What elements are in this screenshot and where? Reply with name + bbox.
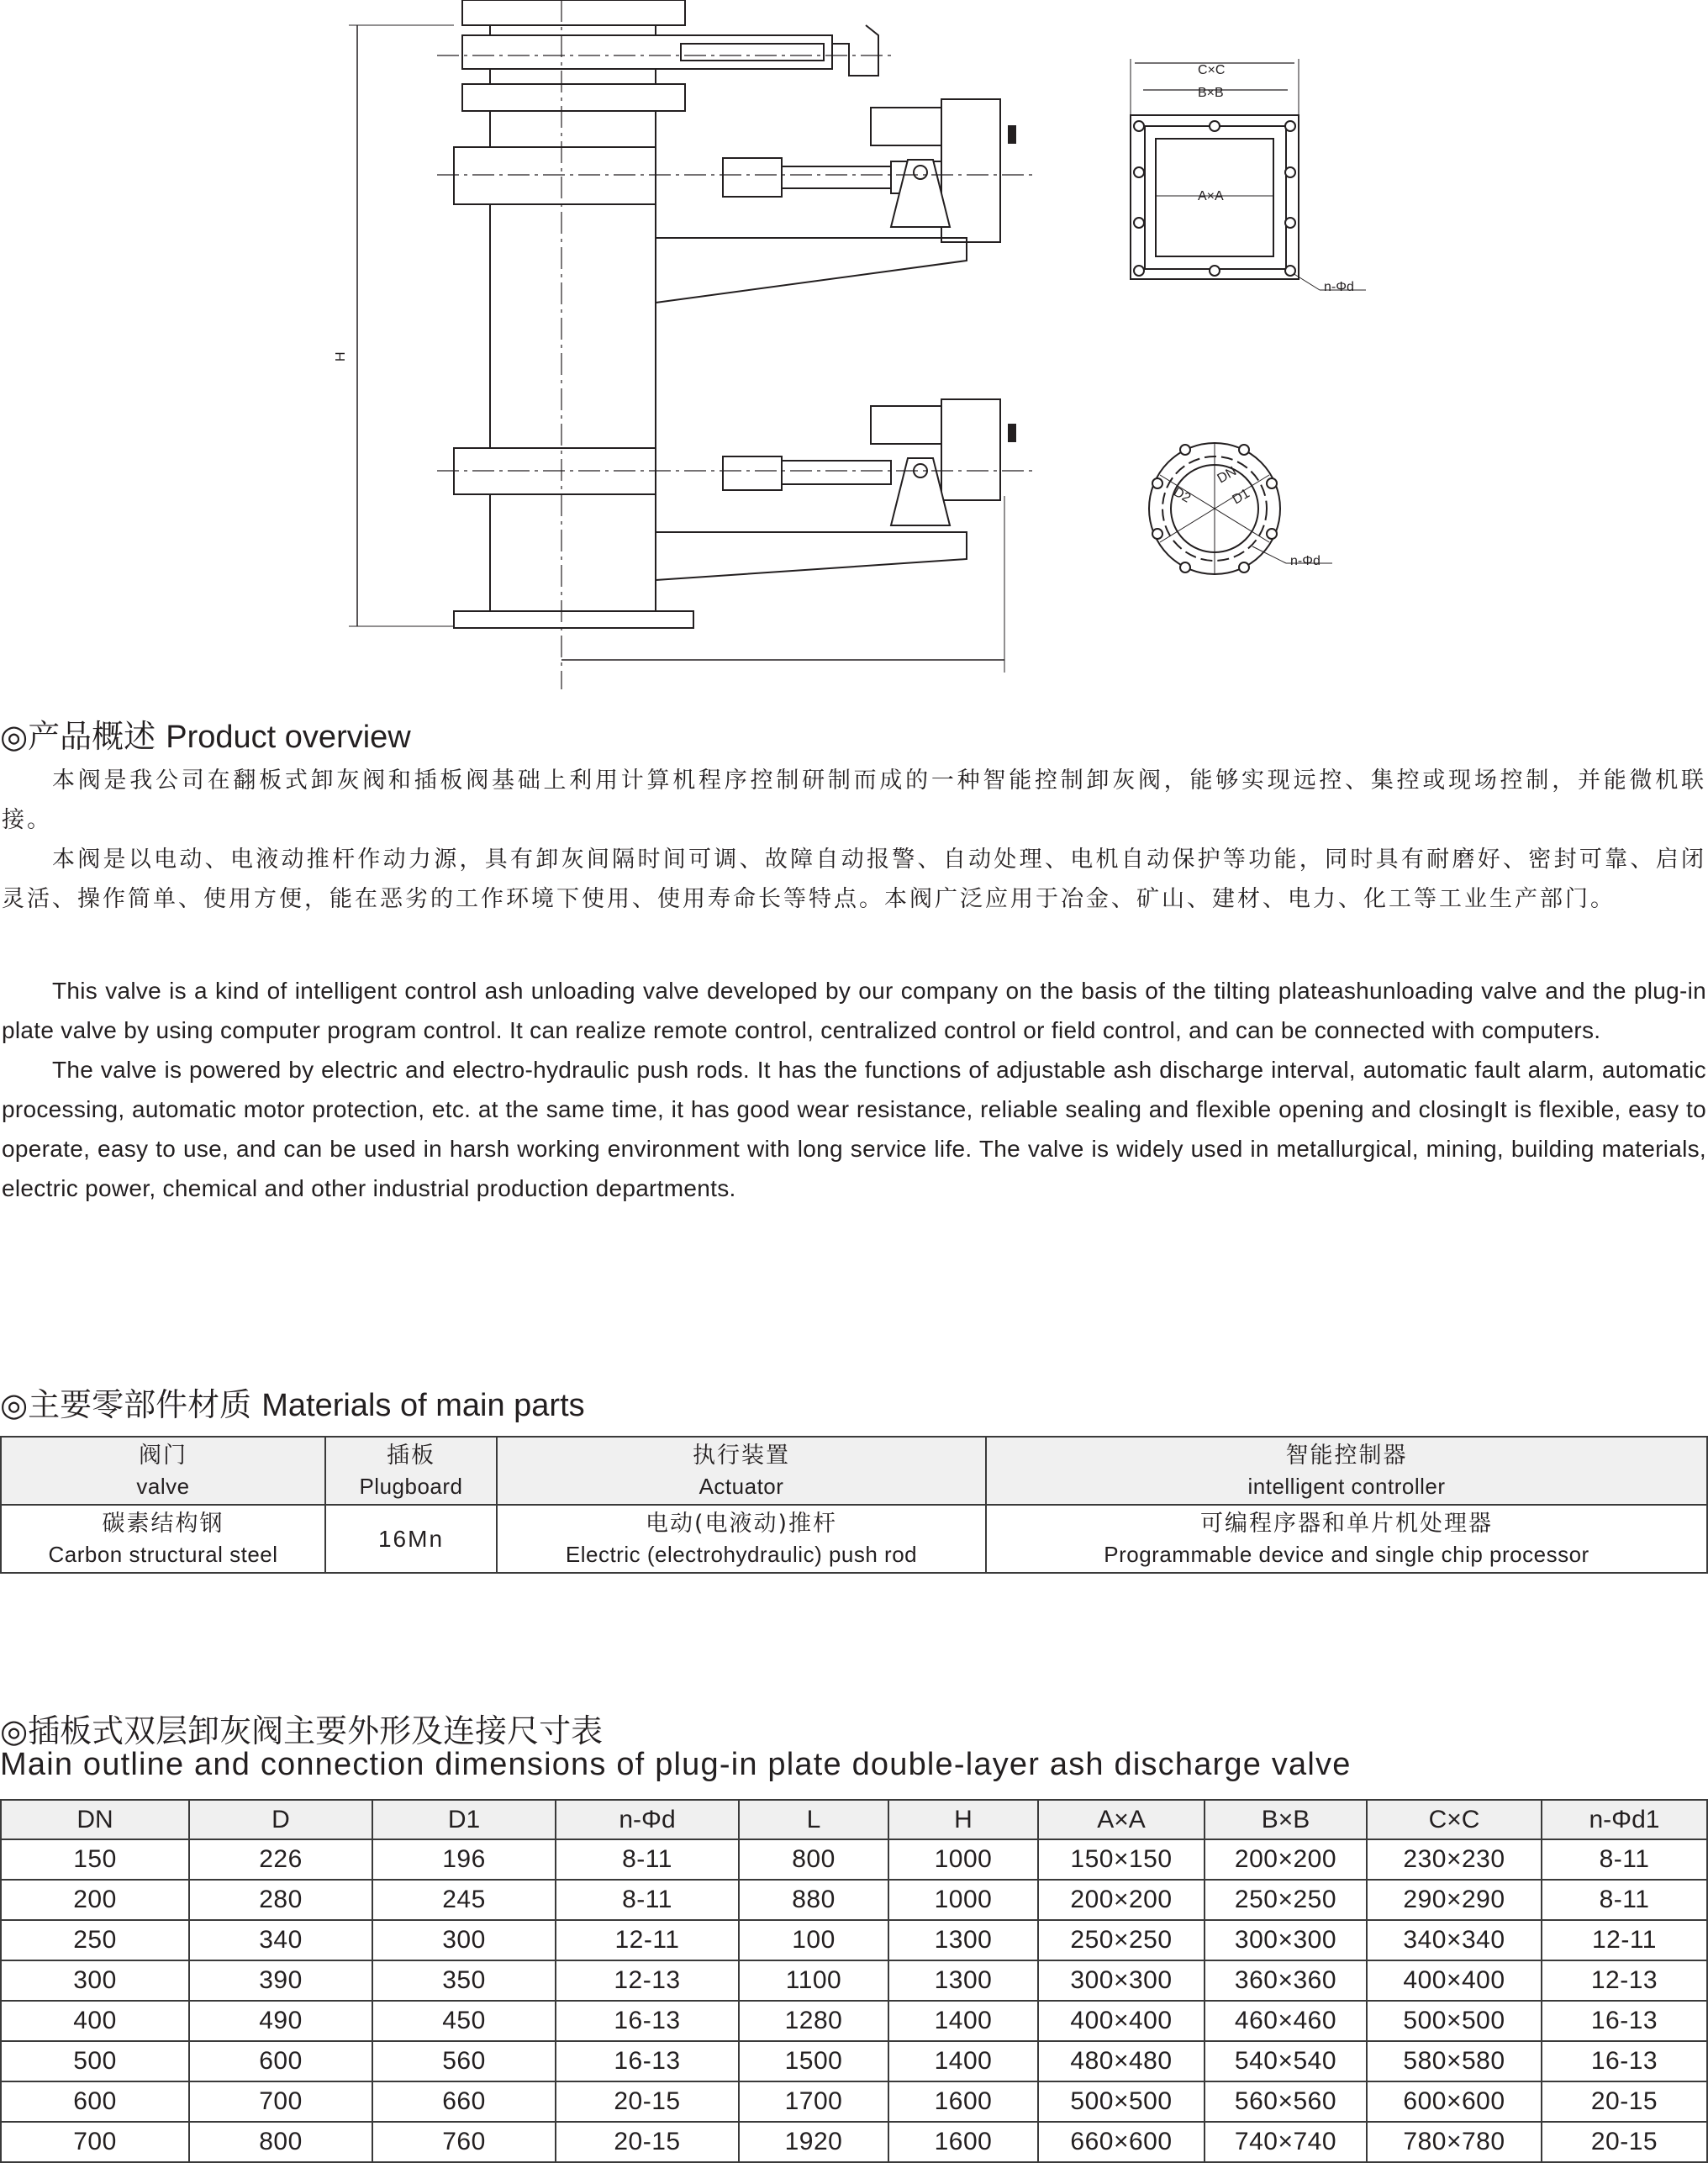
materials-header-cell: 执行装置 Actuator [497,1437,986,1505]
table-cell: 1300 [888,1920,1038,1960]
dimensions-heading-cn [0,1705,603,1751]
overview-title-cn: 产品概述 [28,718,156,755]
table-cell: 780×780 [1367,2122,1542,2162]
table-cell: 16-13 [556,2041,739,2081]
table-cell: 150 [1,1839,189,1880]
table-cell: 760 [372,2122,556,2162]
table-cell: 150×150 [1038,1839,1205,1880]
overview-heading [0,710,411,757]
dimensions-table-body [1,1839,1707,2162]
materials-marker: ◎ [0,1386,29,1423]
materials-value-cell: 碳素结构钢 Carbon structural steel [1,1505,325,1573]
table-cell: 8-11 [556,1880,739,1920]
table-cell: 1100 [739,1960,888,2001]
table-cell: 450 [372,2001,556,2041]
table-row [1,1960,1707,2001]
overview-en-paragraph-1: This valve is a kind of intelligent control ash unloading valve developed by our company on the basis of the tilting plateashunloading valve and the plug-in plate valve by using computer program control. It can realize remote control, centralized control or field control, and can be connected with computers. [2,978,1706,1043]
column-header: B×B [1205,1800,1367,1839]
table-cell: 1500 [739,2041,888,2081]
materials-header-row [1,1437,1707,1505]
table-cell: 1000 [888,1880,1038,1920]
dim-label-h: H [334,351,348,361]
table-row [1,1839,1707,1880]
table-cell: 660×600 [1038,2122,1205,2162]
table-cell: 1920 [739,2122,888,2162]
table-cell: 1300 [888,1960,1038,2001]
table-cell: 700 [189,2081,372,2122]
column-header: DN [1,1800,189,1839]
table-cell: 500×500 [1038,2081,1205,2122]
table-cell: 230×230 [1367,1839,1542,1880]
table-cell: 400 [1,2001,189,2041]
dim-label-d1: D1 [1230,486,1252,508]
dim-label-bxb: B×B [1198,86,1224,100]
table-cell: 660 [372,2081,556,2122]
dimensions-title-cn: 插板式双层卸灰阀主要外形及连接尺寸表 [28,1712,604,1749]
table-cell: 740×740 [1205,2122,1367,2162]
table-cell: 700 [1,2122,189,2162]
materials-heading [0,1379,585,1425]
materials-title-en: Materials of main parts [261,1388,585,1423]
overview-en-paragraph-2: The valve is powered by electric and electro-hydraulic push rods. It has the functions of adjustable ash discharge interval, automatic fault alarm, automatic processing, automatic motor protection, etc. at the same time, it has good wear resistance, reliable sealing and flexible opening and closingIt is flexible, easy to operate, easy to use, and can be used in harsh working environment with long service life. The valve is widely used in metallurgical, mining, building materials, electric power, chemical and other industrial production departments. [2,1057,1706,1201]
table-row [1,1880,1707,1920]
table-cell: 580×580 [1367,2041,1542,2081]
dimensions-marker: ◎ [0,1712,29,1749]
column-header: D1 [372,1800,556,1839]
table-cell: 480×480 [1038,2041,1205,2081]
column-header: A×A [1038,1800,1205,1839]
materials-table [0,1436,1708,1574]
overview-cn-paragraph-2: 本阀是以电动、电液动推杆作动力源，具有卸灰间隔时间可调、故障自动报警、自动处理、电机自动保护等功能，同时具有耐磨好、密封可靠、启闭灵活、操作简单、使用方便，能在恶劣的工作环境下使用、使用寿命长等特点。本阀广泛应用于冶金、矿山、建材、电力、化工等工业生产部门。 [2,847,1706,912]
table-cell: 1280 [739,2001,888,2041]
table-cell: 20-15 [556,2081,739,2122]
table-cell: 880 [739,1880,888,1920]
drawing-svg [0,0,1708,698]
table-cell: 200×200 [1038,1880,1205,1920]
materials-header-cell: 插板 Plugboard [325,1437,497,1505]
table-cell: 8-11 [556,1839,739,1880]
table-cell: 245 [372,1880,556,1920]
table-cell: 800 [739,1839,888,1880]
column-header: C×C [1367,1800,1542,1839]
table-cell: 20-15 [556,2122,739,2162]
materials-value-row [1,1505,1707,1573]
column-header: D [189,1800,372,1839]
materials-header-cell: 阀门 valve [1,1437,325,1505]
table-cell: 490 [189,2001,372,2041]
column-header: H [888,1800,1038,1839]
table-cell: 1600 [888,2081,1038,2122]
table-cell: 12-11 [556,1920,739,1960]
overview-cn-paragraph-1: 本阀是我公司在翻板式卸灰阀和插板阀基础上利用计算机程序控制研制而成的一种智能控制卸灰阀，能够实现远控、集控或现场控制，并能微机联接。 [2,768,1706,833]
overview-en-text [2,971,1706,1208]
table-cell: 250×250 [1205,1880,1367,1920]
table-cell: 350 [372,1960,556,2001]
column-header: n-Φd [556,1800,739,1839]
table-cell: 1400 [888,2001,1038,2041]
table-cell: 460×460 [1205,2001,1367,2041]
table-cell: 600 [189,2041,372,2081]
dim-label-cxc: C×C [1198,63,1226,77]
table-cell: 20-15 [1542,2122,1707,2162]
overview-cn-text [2,761,1706,919]
table-cell: 12-11 [1542,1920,1707,1960]
dim-label-n-phi-d-round: n-Φd [1290,554,1321,568]
table-cell: 340 [189,1920,372,1960]
table-cell: 500 [1,2041,189,2081]
table-cell: 300×300 [1205,1920,1367,1960]
table-row [1,2081,1707,2122]
table-cell: 20-15 [1542,2081,1707,2122]
overview-title-en: Product overview [166,720,411,755]
table-cell: 300 [372,1920,556,1960]
dimensions-title-en: Main outline and connection dimensions of plug-in plate double-layer ash discharge valve [0,1747,1352,1782]
table-cell: 600 [1,2081,189,2122]
table-cell: 200×200 [1205,1839,1367,1880]
table-cell: 1400 [888,2041,1038,2081]
table-cell: 540×540 [1205,2041,1367,2081]
table-row [1,2122,1707,2162]
table-cell: 8-11 [1542,1839,1707,1880]
valve-technical-drawing [0,0,1708,698]
table-row [1,2001,1707,2041]
materials-title-cn: 主要零部件材质 [28,1386,252,1423]
materials-value-cell: 电动(电液动)推杆 Electric (electrohydraulic) push rod [497,1505,986,1573]
table-cell: 500×500 [1367,2001,1542,2041]
dim-label-n-phi-d-square: n-Φd [1324,280,1354,294]
table-cell: 1700 [739,2081,888,2122]
column-header: n-Φd1 [1542,1800,1707,1839]
table-cell: 16-13 [1542,2041,1707,2081]
table-cell: 290×290 [1367,1880,1542,1920]
table-cell: 340×340 [1367,1920,1542,1960]
table-cell: 300×300 [1038,1960,1205,2001]
table-cell: 250 [1,1920,189,1960]
dim-label-d2: D2 [1171,484,1194,506]
table-cell: 360×360 [1205,1960,1367,2001]
table-cell: 1000 [888,1839,1038,1880]
table-cell: 560 [372,2041,556,2081]
table-cell: 250×250 [1038,1920,1205,1960]
table-cell: 400×400 [1367,1960,1542,2001]
dimensions-header-row [1,1800,1707,1839]
table-cell: 390 [189,1960,372,2001]
table-cell: 1600 [888,2122,1038,2162]
table-cell: 16-13 [556,2001,739,2041]
table-cell: 600×600 [1367,2081,1542,2122]
table-row [1,2041,1707,2081]
table-cell: 100 [739,1920,888,1960]
table-cell: 200 [1,1880,189,1920]
table-cell: 560×560 [1205,2081,1367,2122]
table-cell: 12-13 [556,1960,739,2001]
column-header: L [739,1800,888,1839]
table-cell: 8-11 [1542,1880,1707,1920]
materials-value-cell: 16Mn [325,1505,497,1573]
overview-marker: ◎ [0,718,29,755]
table-cell: 280 [189,1880,372,1920]
dim-label-axa: A×A [1198,189,1224,203]
table-cell: 196 [372,1839,556,1880]
table-cell: 226 [189,1839,372,1880]
table-cell: 400×400 [1038,2001,1205,2041]
dimensions-table [0,1799,1708,2163]
materials-value-cell: 可编程序器和单片机处理器 Programmable device and single chip processor [986,1505,1707,1573]
table-row [1,1920,1707,1960]
table-cell: 800 [189,2122,372,2162]
table-cell: 16-13 [1542,2001,1707,2041]
table-cell: 12-13 [1542,1960,1707,2001]
table-cell: 300 [1,1960,189,2001]
dim-label-dn: DN [1215,464,1240,487]
materials-header-cell: 智能控制器 intelligent controller [986,1437,1707,1505]
